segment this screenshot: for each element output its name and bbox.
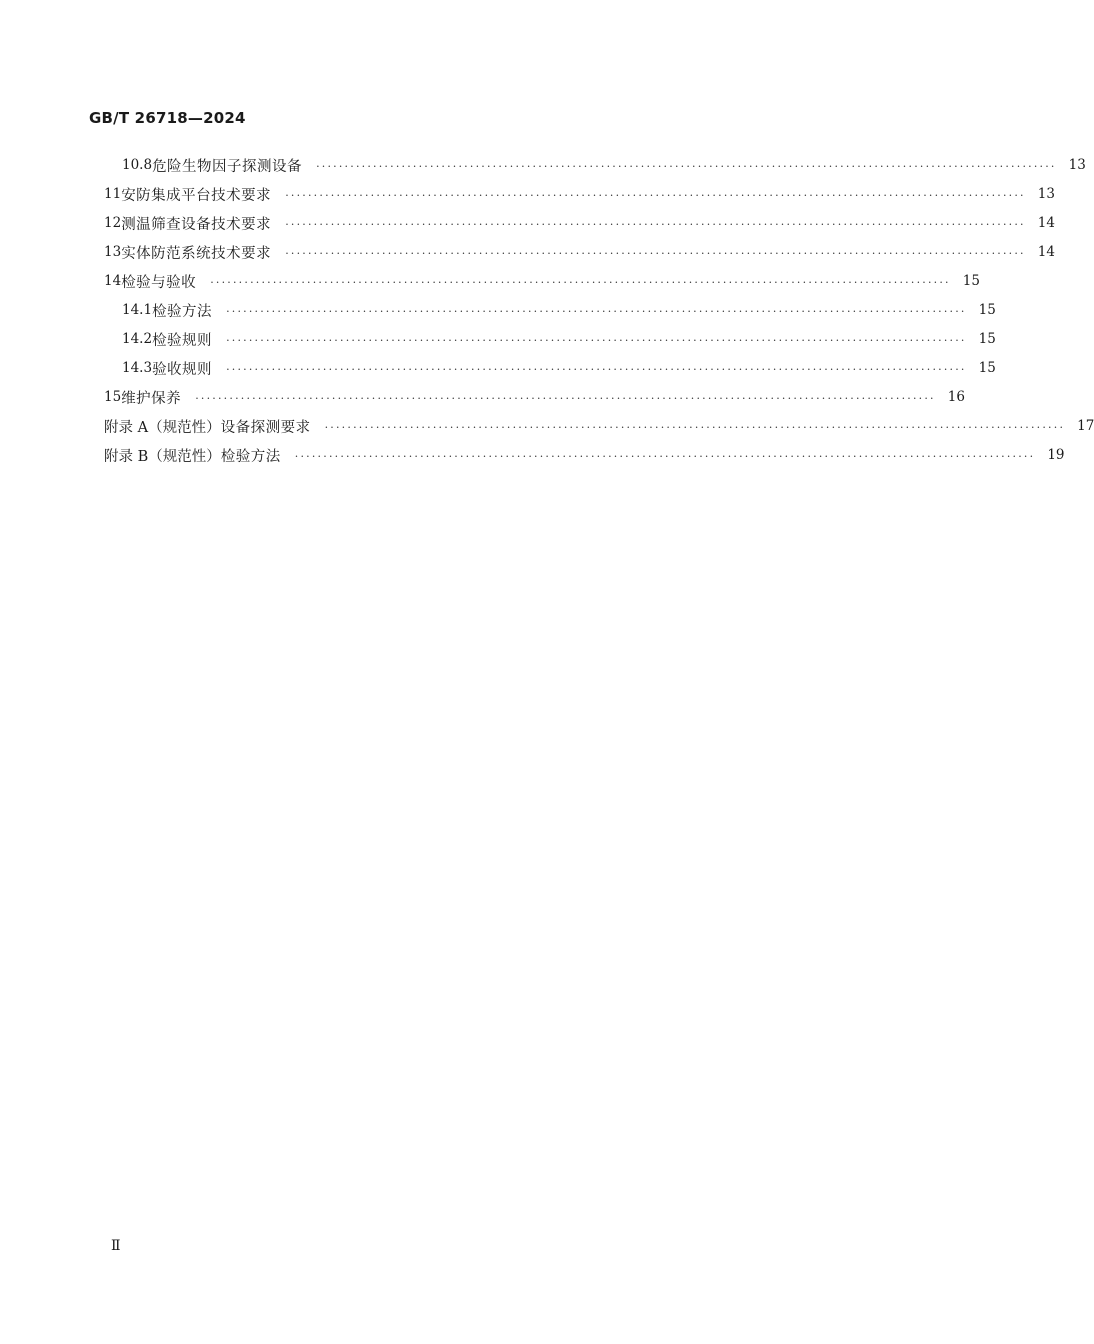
toc-dot-leader: ·································································································································· xyxy=(210,275,951,289)
toc-entry-title: 实体防范系统技术要求 xyxy=(121,245,272,262)
toc-entry-title: 检验方法 xyxy=(152,303,213,320)
toc-entry-page: 14 xyxy=(1037,244,1055,260)
toc-entry-page: 14 xyxy=(1037,215,1055,231)
toc-entry-page: 13 xyxy=(1037,186,1055,202)
toc-entry-page: 15 xyxy=(978,331,996,347)
toc-entry-number: 附录 A（规范性） xyxy=(104,419,221,436)
toc-entry-title: 安防集成平台技术要求 xyxy=(121,187,272,204)
toc-entry-title: 测温筛查设备技术要求 xyxy=(121,216,272,233)
toc-entry-number: 13 xyxy=(104,244,122,260)
toc-dot-leader: ·································································································································· xyxy=(226,333,967,347)
standard-code: GB/T 26718—2024 xyxy=(89,109,246,127)
toc-entry-page: 16 xyxy=(947,389,965,405)
toc-dot-leader: ·································································································································· xyxy=(324,420,1066,434)
toc-entry-number: 附录 B（规范性） xyxy=(104,448,221,465)
toc-entry-number: 14.1 xyxy=(122,302,153,318)
toc-entry-number: 10.8 xyxy=(122,157,153,173)
toc-dot-leader: ·································································································································· xyxy=(316,159,1057,173)
page-number: Ⅱ xyxy=(111,1238,121,1254)
toc-dot-leader: ·································································································································· xyxy=(226,362,967,376)
toc-entry[interactable] xyxy=(122,357,996,379)
toc-entry-number: 12 xyxy=(104,215,122,231)
toc-entry-page: 19 xyxy=(1047,447,1065,463)
toc-entry-page: 15 xyxy=(978,360,996,376)
toc-entry-page: 17 xyxy=(1077,418,1094,434)
toc-entry[interactable] xyxy=(104,183,1055,205)
toc-entry[interactable] xyxy=(122,299,996,321)
toc-dot-leader: ·································································································································· xyxy=(294,449,1036,463)
toc-entry[interactable] xyxy=(104,444,1065,466)
toc-entry-number: 14.2 xyxy=(122,331,153,347)
toc-entry-title: 验收规则 xyxy=(152,361,213,378)
toc-entry[interactable] xyxy=(122,328,996,350)
toc-entry[interactable] xyxy=(122,154,1086,176)
toc-dot-leader: ·································································································································· xyxy=(285,188,1026,202)
toc-dot-leader: ·································································································································· xyxy=(195,391,936,405)
toc-entry-title: 检验规则 xyxy=(152,332,213,349)
toc-dot-leader: ·································································································································· xyxy=(226,304,967,318)
toc-entry-number: 15 xyxy=(104,389,122,405)
toc-entry-number: 14.3 xyxy=(122,360,153,376)
toc-entry[interactable] xyxy=(104,386,965,408)
toc-entry[interactable] xyxy=(104,241,1055,263)
toc-entry-page: 15 xyxy=(978,302,996,318)
toc-entry[interactable] xyxy=(104,212,1055,234)
toc-entry-title: 危险生物因子探测设备 xyxy=(152,158,303,175)
toc-entry[interactable] xyxy=(104,270,980,292)
toc-entry-title: 检验与验收 xyxy=(121,274,197,291)
toc-entry-title: 维护保养 xyxy=(121,390,182,407)
toc-entry-page: 15 xyxy=(962,273,980,289)
toc-dot-leader: ·································································································································· xyxy=(285,246,1026,260)
toc-entry-title: 检验方法 xyxy=(220,448,281,465)
toc-entry-number: 11 xyxy=(104,186,122,202)
toc-entry[interactable] xyxy=(104,415,1094,437)
toc-dot-leader: ·································································································································· xyxy=(285,217,1026,231)
toc-entry-page: 13 xyxy=(1068,157,1086,173)
toc-entry-title: 设备探测要求 xyxy=(220,419,311,436)
toc-entry-number: 14 xyxy=(104,273,122,289)
